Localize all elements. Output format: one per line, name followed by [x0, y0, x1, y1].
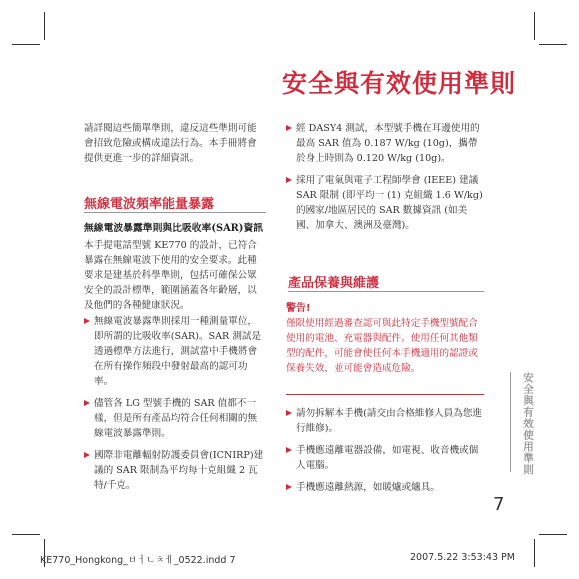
side-tab-divider — [510, 372, 511, 472]
arrow-bullet-icon — [84, 318, 90, 324]
crop-mark — [539, 534, 567, 535]
warning-text: 僅限使用經過審查認可與此特定手機型號配合使用的電池、充電器與配件。使用任何其他類型的配件，可能會使任何本手機適用的認證或保養失效，並可能會造成危險。 — [286, 318, 478, 374]
arrow-bullet-icon — [286, 125, 292, 131]
crop-mark — [539, 44, 567, 45]
section-care-title: 產品保養與維護 — [288, 276, 380, 291]
crop-mark — [12, 44, 40, 45]
list-item: 無線電波暴露準則採用一種測量單位，即所謂的比吸收率(SAR)。SAR 測試是透過標準方法進行，測試當中手機將會在所有操作頻段中發射最高的認可功率。 — [84, 314, 266, 389]
arrow-bullet-icon — [286, 447, 292, 453]
crop-mark — [12, 534, 40, 535]
crop-mark — [534, 539, 535, 567]
side-tab-label: 安全與有效使用準則 — [522, 372, 534, 476]
arrow-bullet-icon — [84, 452, 90, 458]
footer-timestamp: 2007.5.22 3:53:43 PM — [410, 552, 515, 563]
arrow-bullet-icon — [286, 484, 292, 490]
crop-mark — [44, 12, 45, 40]
list-item: 經 DASY4 測試，本型號手機在耳邊使用的最高 SAR 值為 0.187 W/kg (10g)，攜帶於身上時則為 0.120 W/kg (10g)。 — [286, 121, 484, 166]
list-item: 請勿拆解本手機(請交由合格維修人員為您進行維修)。 — [286, 406, 484, 436]
list-item: 儘管各 LG 型號手機的 SAR 值都不一樣，但是所有產品均符合任何相關的無線電波暴露準則。 — [84, 396, 266, 441]
section-rf-bullets — [84, 314, 266, 500]
intro-text: 請詳閱這些簡單準則，違反這些準則可能會招致危險或構成違法行為。本手冊將會提供更進一步的詳細資訊。 — [84, 123, 257, 164]
section-divider — [288, 291, 484, 292]
section-rf-body — [84, 238, 266, 313]
intro-paragraph — [84, 121, 266, 166]
arrow-bullet-icon — [286, 410, 292, 416]
list-item: 手機應遠離電器設備，如電視、收音機或個人電腦。 — [286, 443, 484, 473]
list-item: 手機應遠離熱源，如暖爐或爐具。 — [286, 480, 484, 495]
arrow-bullet-icon — [84, 400, 90, 406]
page-number: 7 — [493, 494, 505, 515]
right-bullets — [286, 121, 484, 240]
arrow-bullet-icon — [286, 177, 292, 183]
list-item: 採用了電氣與電子工程師學會 (IEEE) 建議 SAR 限制 (即平均一 (1) 克組織 1.6 W/kg) 的國家/地區居民的 SAR 數據資訊 (如美國、加拿大、澳洲及臺灣)。 — [286, 173, 484, 233]
list-item: 國際非電離輻射防護委員會(ICNIRP)建議的 SAR 限制為平均每十克組織 2 瓦特/千克。 — [84, 448, 266, 493]
section-care-bullets — [286, 406, 484, 502]
warning-title: 警告! — [286, 303, 311, 314]
footer-file-info: KE770_Hongkong_ㅂㅓㄴㅊㅔ_0522.indd 7 — [40, 555, 236, 566]
section-rf-title: 無線電波頻率能量暴露 — [84, 197, 215, 212]
section-rf-text: 本手提電話型號 KE770 的設計，已符合暴露在無線電波下使用的安全要求。此種要求是建基於科學準則，包括可確保公眾安全的設計標準，範圍涵蓋各年齡層，以及他們的各種健康狀況。 — [84, 240, 257, 311]
section-rf-subtitle: 無線電波暴露準則與比吸收率(SAR)資訊 — [84, 223, 264, 234]
section-divider — [84, 212, 266, 213]
warning-box — [286, 302, 484, 376]
crop-mark — [534, 12, 535, 40]
warning-divider — [286, 394, 484, 395]
page-title: 安全與有效使用準則 — [282, 69, 517, 98]
